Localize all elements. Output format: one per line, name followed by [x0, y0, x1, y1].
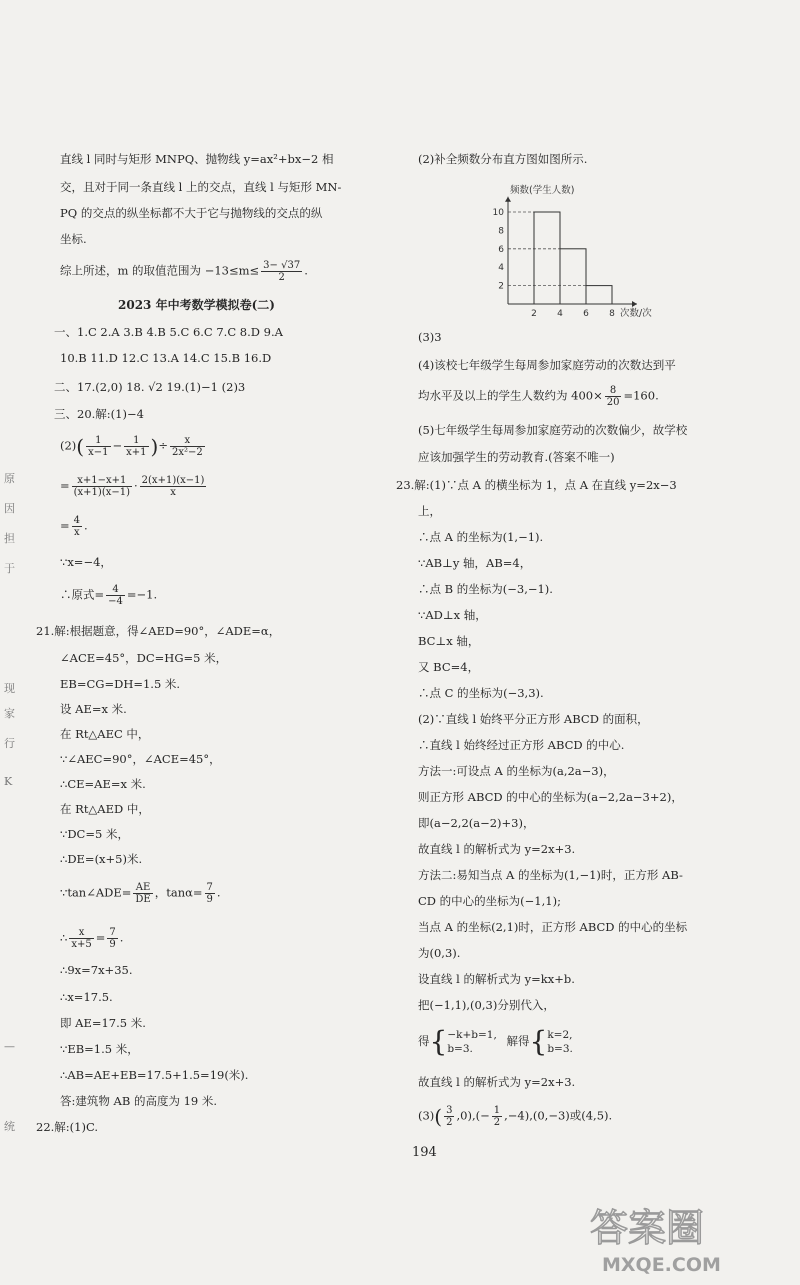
q23-line: 设直线 l 的解析式为 y=kx+b. [418, 972, 575, 986]
side-mark: 因 [4, 502, 15, 515]
x-tick-label: 6 [583, 309, 589, 319]
histogram-bar [534, 212, 560, 304]
q21-tan: ∵tan∠ADE= $\frac{AE}{DE}$ ，tanα= $\frac{7}{9}$ . [60, 882, 221, 905]
q21-line: 在 Rt△AEC 中， [60, 727, 150, 741]
q23-line: 方法二:易知当点 A 的坐标为(1,−1)时，正方形 AB- [418, 868, 683, 882]
q20-expr-3: = $\frac{4}{x}$ . [60, 515, 88, 538]
range-line: 综上所述，m 的取值范围为 −13≤m≤ $\frac{3- √37}{2}$ . [60, 260, 308, 283]
watermark-logo [582, 1197, 782, 1277]
x-axis-arrow [632, 301, 637, 307]
q21-line: 在 Rt△AED 中， [60, 802, 150, 816]
y-axis-label: 频数(学生人数) [510, 184, 575, 196]
q21-line: ∴AB=AE+EB=17.5+1.5=19(米). [60, 1068, 249, 1082]
q20-expr-1: (2)( $\frac{1}{x-1}$ − $\frac{1}{x+1}$ )÷ $\frac{x}{\text{2x²−2}}$ [60, 434, 203, 459]
q22-5b: 应该加强学生的劳动教育.(答案不唯一) [418, 450, 615, 464]
q23-line: 则正方形 ABCD 的中心的坐标为(a−2,2a−3+2)， [418, 790, 683, 804]
q23-line: (2)∵直线 l 始终平分正方形 ABCD 的面积， [418, 712, 649, 726]
q20-result: ∴原式= $\frac{4}{-4}$ =−1. [60, 584, 158, 607]
side-mark: 家 [4, 707, 15, 720]
side-mark: 于 [4, 562, 15, 575]
x-tick-label: 8 [609, 309, 615, 319]
y-tick-label: 8 [498, 226, 504, 237]
q23-line: 当点 A 的坐标(2,1)时，正方形 ABCD 的中心的坐标 [418, 920, 688, 934]
q21-line: EB=CG=DH=1.5 米. [60, 677, 181, 691]
q21-line: ∴CE=AE=x 米. [60, 777, 146, 791]
side-mark: 行 [4, 737, 15, 750]
q21-line: 答:建筑物 AB 的高度为 19 米. [60, 1094, 218, 1108]
side-mark: — [4, 1040, 15, 1053]
q23-line: 为(0,3). [418, 946, 461, 960]
y-tick-label: 4 [498, 263, 504, 274]
histogram-bar [560, 249, 586, 304]
q23-line: 又 BC=4， [418, 660, 480, 674]
q23-line: CD 的中心的坐标为(−1,1); [418, 894, 561, 908]
q23-line: ∵AD⊥x 轴， [418, 608, 487, 622]
mc-answers-2: 10.B 11.D 12.C 13.A 14.C 15.B 16.D [60, 351, 272, 365]
side-mark: 现 [4, 682, 15, 695]
q23-line: BC⊥x 轴， [418, 634, 480, 648]
watermark-text: 答案圈 [590, 1206, 705, 1250]
q21-line: 设 AE=x 米. [60, 702, 127, 716]
q23-final: 故直线 l 的解析式为 y=2x+3. [418, 1075, 576, 1089]
intro-line: PQ 的交点的纵坐标都不大于它与抛物线的交点的纵 [60, 206, 323, 220]
q22-3: (3)3 [418, 330, 442, 344]
y-tick-label: 6 [498, 244, 504, 255]
q21-line: ∴9x=7x+35. [60, 963, 133, 977]
intro-line: 交，且对于同一条直线 l 上的交点，直线 l 与矩形 MN- [60, 180, 342, 194]
y-tick-label: 2 [498, 281, 504, 292]
fill-answers: 二、17.(2,0) 18. √2 19.(1)−1 (2)3 [54, 380, 246, 394]
q21-line: ∴x=17.5. [60, 990, 113, 1004]
y-axis-arrow [505, 197, 511, 202]
frequency-histogram [468, 174, 658, 324]
q21-line: ∵∠AEC=90°，∠ACE=45°， [60, 752, 221, 766]
q23-line: 把(−1,1),(0,3)分别代入， [418, 998, 555, 1012]
mc-answers-1: 一、1.C 2.A 3.B 4.B 5.C 6.C 7.C 8.D 9.A [54, 325, 283, 339]
q23-line: ∴点 C 的坐标为(−3,3). [418, 686, 544, 700]
side-mark: 担 [4, 532, 15, 545]
q20-expr-2: = $\frac{x+1-x+1}{(x+1)(x-1)}$ · $\frac{2(x+1)(x-1)}{x}$ [60, 475, 205, 498]
q23-line: 方法一:可设点 A 的坐标为(a,2a−3)， [418, 764, 615, 778]
q21-line: ∴DE=(x+5)米. [60, 852, 143, 866]
page-number: 194 [412, 1145, 437, 1160]
q21-line: 即 AE=17.5 米. [60, 1016, 146, 1030]
q23-line: 即(a−2,2(a−2)+3)， [418, 816, 535, 830]
x-axis-label: 次数/次 [620, 308, 652, 319]
intro-line: 坐标. [60, 232, 87, 246]
side-mark: K [4, 775, 13, 788]
equation-system: 得{ −k+b=1, b=3. 解得{ k=2, b=3. [418, 1025, 573, 1058]
histogram-bar [586, 286, 612, 304]
q23-line: ∴点 B 的坐标为(−3,−1). [418, 582, 553, 596]
watermark-url: MXQE.COM [602, 1254, 721, 1276]
q23-line: ∴直线 l 始终经过正方形 ABCD 的中心. [418, 738, 625, 752]
x-tick-label: 4 [557, 309, 563, 319]
x-tick-label: 2 [531, 309, 537, 319]
q23-line: 上， [418, 504, 441, 518]
intro-line: 直线 l 同时与矩形 MNPQ、抛物线 y=ax²+bx−2 相 [60, 152, 334, 166]
q21-line: ∵EB=1.5 米， [60, 1042, 139, 1056]
section-title: 2023 年中考数学模拟卷(二) [118, 298, 275, 312]
q23-line: 故直线 l 的解析式为 y=2x+3. [418, 842, 576, 856]
range-text: 综上所述，m 的取值范围为 −13≤m≤ [60, 263, 260, 278]
side-mark: 统 [4, 1120, 15, 1133]
q21-line: 21.解:根据题意，得∠AED=90°，∠ADE=α， [36, 624, 281, 638]
histogram-svg [468, 174, 658, 324]
range-fraction: $\frac{3- √37}{2}$ [263, 260, 301, 283]
q21-line: ∠ACE=45°，DC=HG=5 米， [60, 651, 228, 665]
q22-5a: (5)七年级学生每周参加家庭劳动的次数偏少，故学校 [418, 423, 688, 437]
q23-line: ∴点 A 的坐标为(1,−1). [418, 530, 544, 544]
q23-3: (3)( $\frac{3}{2}$ ,0),(− $\frac{1}{2}$ ,−4),(0,−3)或(4,5). [418, 1104, 613, 1129]
y-tick-label: 10 [492, 208, 504, 218]
q23-line: ∵AB⊥y 轴，AB=4， [418, 556, 532, 570]
q21-equation: ∴ $\frac{x}{x+5}$ = $\frac{7}{9}$ . [60, 927, 124, 950]
q22-head: 22.解:(1)C. [36, 1120, 98, 1134]
q22-2: (2)补全频数分布直方图如图所示. [418, 152, 588, 166]
q21-line: ∵DC=5 米， [60, 827, 129, 841]
q20-head: 三、20.解:(1)−4 [54, 407, 144, 421]
q22-4a: (4)该校七年级学生每周参加家庭劳动的次数达到平 [418, 358, 676, 372]
q23-line: 23.解:(1)∵点 A 的横坐标为 1，点 A 在直线 y=2x−3 [396, 478, 677, 492]
side-mark: 原 [4, 472, 15, 485]
q20-because: ∵x=−4， [60, 555, 112, 569]
q22-4b: 均水平及以上的学生人数约为 400× $\frac{8}{20}$ =160. [418, 385, 659, 408]
